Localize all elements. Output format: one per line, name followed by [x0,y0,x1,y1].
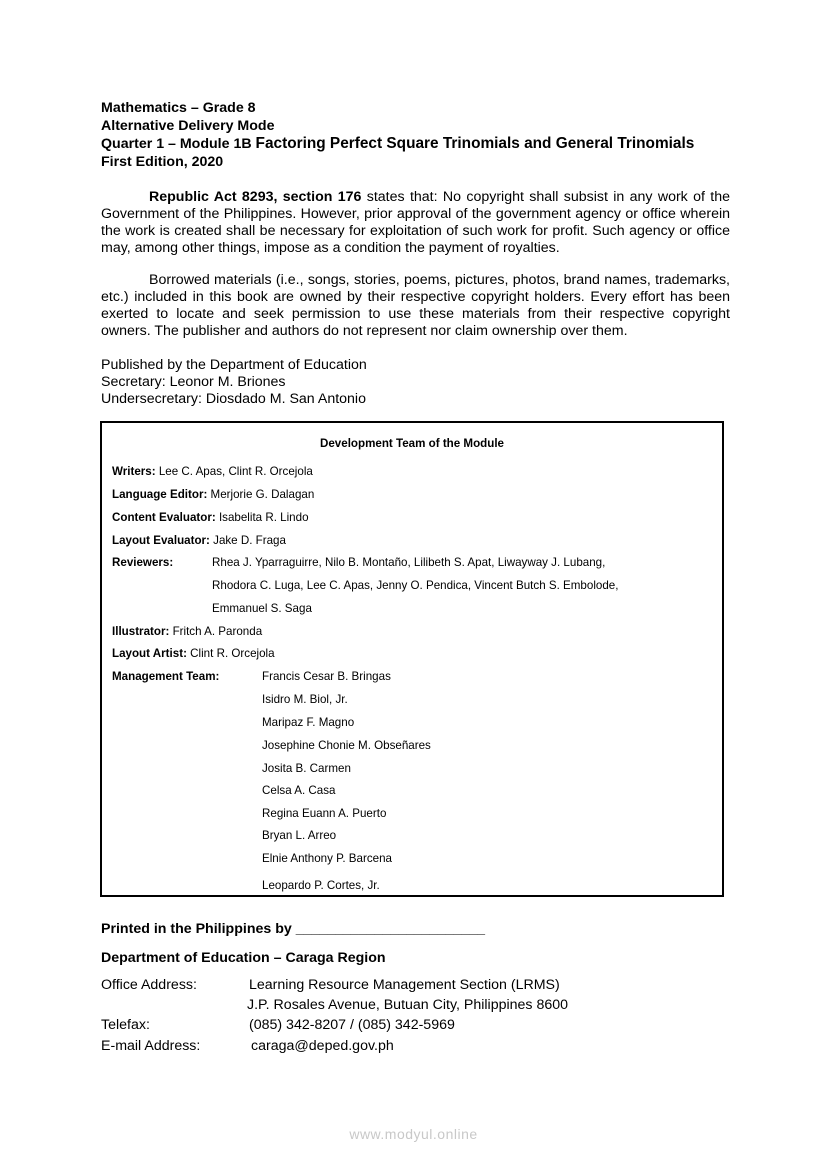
layout-artist-label: Layout Artist: [112,647,187,660]
watermark: www.modyul.online [349,1126,478,1142]
management-member: Josephine Chonie M. Obseñares [262,739,431,752]
law-reference: Republic Act 8293, section 176 [149,189,362,205]
writers-label: Writers: [112,465,156,478]
undersecretary-line: Undersecretary: Diosdado M. San Antonio [101,391,366,407]
writers-value: Lee C. Apas, Clint R. Orcejola [155,465,313,478]
content-evaluator-label: Content Evaluator: [112,511,216,524]
reviewers-label: Reviewers: [112,556,174,569]
management-member: Celsa A. Casa [262,784,336,797]
secretary-line: Secretary: Leonor M. Briones [101,374,286,390]
module-title: Factoring Perfect Square Trinomials and General Trinomials [255,135,695,152]
management-member: Regina Euann A. Puerto [262,807,387,820]
management-member: Leopardo P. Cortes, Jr. [262,879,380,892]
illustrator-label: Illustrator: [112,625,170,638]
development-team-box [100,421,724,897]
printed-by-line: Printed in the Philippines by ________________________ [101,921,486,937]
document-header [101,99,694,171]
layout-artist-row [112,647,275,660]
language-editor-label: Language Editor: [112,488,208,501]
management-member: Josita B. Carmen [262,762,351,775]
management-member: Bryan L. Arreo [262,829,337,842]
publisher-info [101,357,367,408]
team-title: Development Team of the Module [319,437,505,450]
office-address-line2: J.P. Rosales Avenue, Butuan City, Philippines 8600 [247,997,569,1013]
reviewers-line: Rhea J. Yparraguirre, Nilo B. Montaño, Lilibeth S. Apat, Liwayway J. Lubang, [212,556,606,569]
copyright-text: states that: No copyright shall subsist in any work of the Government of the Philippines. However, prior approval of the government agency or office wherein the work is created shall be necessary for exploitation of such work for profit. Such agency or office may, among other things, impose as a condition the payment of royalties. [101,189,730,256]
language-editor-row [112,488,314,501]
management-member: Maripaz F. Magno [262,716,355,729]
borrowed-text: Borrowed materials (i.e., songs, stories, poems, pictures, photos, brand names, trademarks, etc.) included in this book are owned by their respective copyright holders. Every effort has been exerted to locate and seek permission to use these materials from their respective copyright owners. The publisher and authors do not represent nor claim ownership over them. [101,272,730,339]
telefax-value: (085) 342-8207 / (085) 342-5969 [249,1017,455,1033]
illustrator-value: Fritch A. Paronda [169,625,263,638]
layout-evaluator-value: Jake D. Fraga [209,534,286,547]
management-member: Francis Cesar B. Bringas [262,670,391,683]
writers-row [112,465,313,478]
illustrator-row [112,625,262,638]
office-address-label: Office Address: [101,977,197,993]
mode-line: Alternative Delivery Mode [101,118,275,134]
management-member: Elnie Anthony P. Barcena [262,852,392,865]
subject-line: Mathematics – Grade 8 [101,100,256,116]
layout-artist-value: Clint R. Orcejola [186,647,275,660]
borrowed-materials-paragraph [101,272,730,340]
telefax-label: Telefax: [101,1017,150,1033]
layout-evaluator-row [112,534,286,547]
management-team-label: Management Team: [112,670,220,683]
office-address-line1: Learning Resource Management Section (LRMS) [249,977,560,993]
email-value[interactable]: caraga@deped.gov.ph [251,1038,394,1054]
content-evaluator-value: Isabelita R. Lindo [215,511,309,524]
reviewers-line: Rhodora C. Luga, Lee C. Apas, Jenny O. Pendica, Vincent Butch S. Embolode, [212,579,619,592]
language-editor-value: Merjorie G. Dalagan [207,488,315,501]
publisher-line: Published by the Department of Education [101,357,367,373]
reviewers-line: Emmanuel S. Saga [212,602,312,615]
copyright-paragraph [101,189,730,257]
region-heading: Department of Education – Caraga Region [101,950,386,966]
module-prefix: Quarter 1 – Module 1B [101,136,252,152]
layout-evaluator-label: Layout Evaluator: [112,534,210,547]
edition-line: First Edition, 2020 [101,154,224,170]
module-line [101,135,694,153]
management-member: Isidro M. Biol, Jr. [262,693,348,706]
email-label: E-mail Address: [101,1038,201,1054]
content-evaluator-row [112,511,309,524]
